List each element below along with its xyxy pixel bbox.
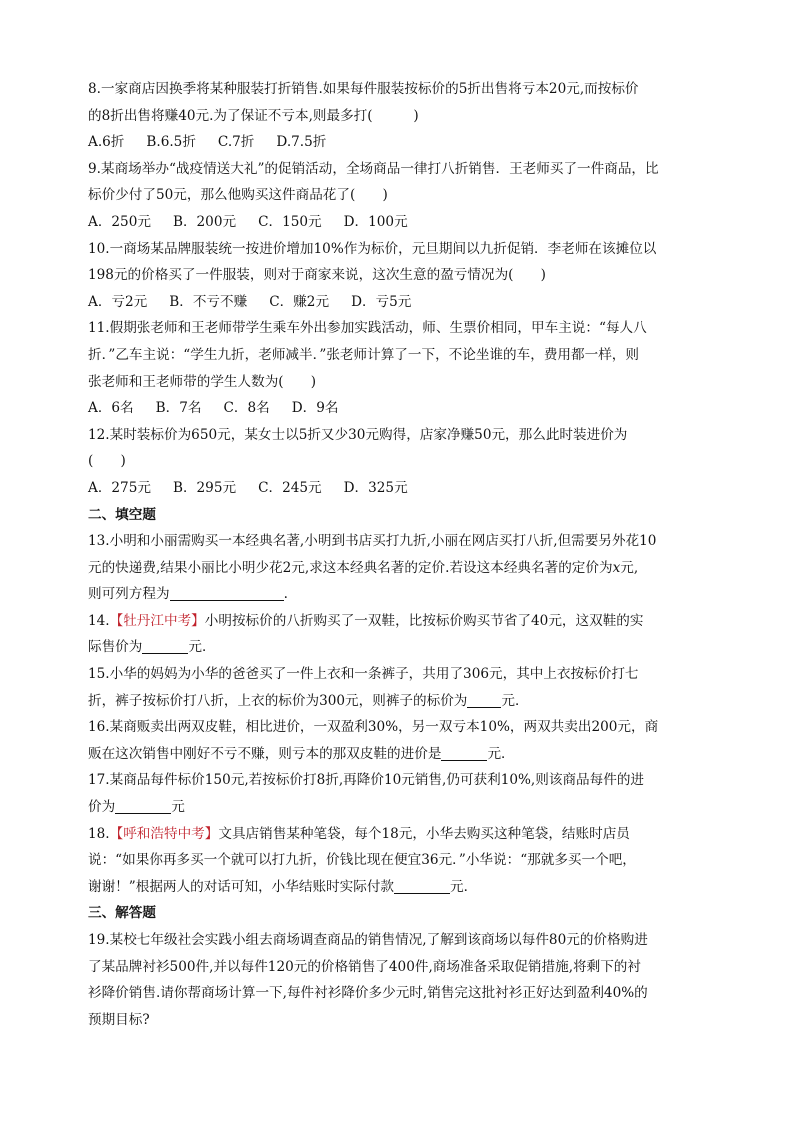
- question-line: [88, 608, 706, 635]
- question-text: 文具店销售某种笔袋，每个18元，小华去购买这种笔袋，结账时店员: [218, 825, 630, 842]
- question-line: ( ): [88, 453, 126, 470]
- option-a[interactable]: A．6名: [88, 400, 134, 417]
- question-17: [88, 767, 706, 820]
- option-c[interactable]: C．赚2元: [269, 293, 330, 310]
- section-title-fill-blank: 二、填空题: [88, 506, 156, 523]
- question-line: 17.某商品每件标价150元,若按标价打8折,再降价10元销售,仍可获利10%,则该商品每件的进: [88, 772, 645, 789]
- question-18: [88, 821, 706, 901]
- source-tag: 【呼和浩特中考】: [109, 825, 219, 842]
- question-number: 18.: [88, 825, 110, 842]
- option-a[interactable]: A.6折: [88, 134, 125, 151]
- question-19: [88, 927, 706, 1033]
- option-d[interactable]: D．9名: [291, 400, 339, 417]
- question-line: [88, 581, 706, 608]
- question-text: 则可列方程为: [88, 586, 170, 603]
- question-line: 衫降价销售.请你帮商场计算一下,每件衬衫降价多少元时,销售完这批衬衫正好达到盈利40%的: [88, 985, 648, 1002]
- question-8: [88, 76, 706, 156]
- question-line: 张老师和王老师带的学生人数为( ): [88, 373, 317, 390]
- answer-options: [88, 395, 706, 422]
- question-text: 际售价为: [88, 639, 143, 656]
- answer-options: [88, 129, 706, 156]
- question-9: [88, 156, 706, 236]
- option-b[interactable]: B．不亏不赚: [169, 293, 248, 310]
- question-number: 14.: [88, 612, 110, 629]
- option-d[interactable]: D．325元: [343, 479, 408, 496]
- question-text: .: [283, 586, 288, 603]
- question-line: 12.某时装标价为650元，某女士以5折又少30元购得，店家净赚50元，那么此时装进价为: [88, 426, 628, 443]
- answer-blank[interactable]: [394, 877, 450, 894]
- question-line: 预期目标?: [88, 1011, 150, 1028]
- answer-options: [88, 475, 706, 502]
- option-c[interactable]: C．245元: [258, 479, 322, 496]
- question-line: 13.小明和小丽需购买一本经典名著,小明到书店买打九折,小丽在网店买打八折,但需要另外花10: [88, 533, 657, 550]
- answer-options: [88, 289, 706, 316]
- option-c[interactable]: C．150元: [258, 213, 322, 230]
- question-text: 元的快递费,结果小丽比小明少花2元,求这本经典名著的定价.若设这本经典名著的定价为: [88, 559, 613, 576]
- answer-blank[interactable]: [115, 797, 171, 814]
- question-line: [88, 634, 706, 661]
- answer-blank[interactable]: [142, 637, 188, 654]
- question-11: [88, 315, 706, 421]
- option-d[interactable]: D．100元: [343, 213, 408, 230]
- option-b[interactable]: B．295元: [172, 479, 237, 496]
- question-line: 11.假期张老师和王老师带学生乘车外出参加实践活动，师、生票价相同，甲车主说：“每人八: [88, 320, 647, 337]
- option-b[interactable]: B.6.5折: [146, 134, 196, 151]
- question-text: 谢谢！”根据两人的对话可知，小华结账时实际付款: [88, 878, 395, 895]
- question-text: 元,: [620, 559, 639, 576]
- question-line: [88, 688, 706, 715]
- question-14: [88, 608, 706, 661]
- question-line: [88, 555, 706, 582]
- question-line: [88, 874, 706, 901]
- option-b[interactable]: B．200元: [172, 213, 237, 230]
- question-line: 折．”乙车主说：“学生九折，老师减半．”张老师计算了一下，不论坐谁的车，费用都一样，则: [88, 346, 639, 363]
- question-line: 15.小华的妈妈为小华的爸爸买了一件上衣和一条裤子，共用了306元，其中上衣按标价打七: [88, 666, 639, 683]
- answer-blank[interactable]: [170, 584, 284, 601]
- option-b[interactable]: B．7名: [155, 400, 202, 417]
- question-text: 元．: [501, 692, 529, 709]
- question-text: 元．: [487, 745, 515, 762]
- option-c[interactable]: C．8名: [223, 400, 270, 417]
- question-text: 价为: [88, 799, 116, 816]
- option-d[interactable]: D．亏5元: [351, 293, 412, 310]
- question-15: [88, 661, 706, 714]
- source-tag: 【牡丹江中考】: [109, 612, 205, 629]
- option-a[interactable]: A．275元: [88, 479, 151, 496]
- question-text: 小明按标价的八折购买了一双鞋，比按标价购买节省了40元，这双鞋的实: [204, 612, 644, 629]
- question-text: 元．: [188, 639, 216, 656]
- option-d[interactable]: D.7.5折: [276, 134, 327, 151]
- question-line: [88, 794, 706, 821]
- question-16: [88, 714, 706, 767]
- question-line: 标价少付了50元，那么他购买这件商品花了( ): [88, 187, 388, 204]
- option-c[interactable]: C.7折: [217, 134, 255, 151]
- answer-blank[interactable]: [467, 691, 501, 708]
- section-title-solve: 三、解答题: [88, 905, 156, 922]
- choice-questions: [88, 76, 706, 502]
- question-line: [88, 741, 706, 768]
- question-line: 198元的价格买了一件服装，则对于商家来说，这次生意的盈亏情况为( ): [88, 267, 546, 284]
- question-text: 折，裤子按标价打八折，上衣的标价为300元，则裤子的标价为: [88, 692, 468, 709]
- question-line: 19.某校七年级社会实践小组去商场调查商品的销售情况,了解到该商场以每件80元的价格购进: [88, 932, 648, 948]
- question-line: 的8折出售将赚40元.为了保证不亏本,则最多打( ): [88, 107, 419, 124]
- option-a[interactable]: A．亏2元: [88, 293, 148, 310]
- question-text: 贩在这次销售中刚好不亏不赚，则亏本的那双皮鞋的进价是: [88, 745, 442, 762]
- option-a[interactable]: A．250元: [88, 213, 151, 230]
- question-line: 8.一家商店因换季将某种服装打折销售.如果每件服装按标价的5折出售将亏本20元,而按标价: [88, 81, 639, 97]
- question-10: [88, 236, 706, 316]
- question-line: 9.某商场举办“战疫情送大礼”的促销活动，全场商品一律打八折销售．王老师买了一件商品，比: [88, 160, 659, 177]
- question-line: 说：“如果你再多买一个就可以打九折，价钱比现在便宜36元．”小华说：“那就多买一个吧，: [88, 852, 636, 869]
- question-line: [88, 821, 706, 848]
- question-line: 了某品牌衬衫500件,并以每件120元的价格销售了400件,商场准备采取促销措施,将剩下的衬: [88, 958, 641, 975]
- question-13: [88, 528, 706, 608]
- question-line: 10.一商场某品牌服装统一按进价增加10%作为标价，元旦期间以九折促销．李老师在该摊位以: [88, 240, 657, 257]
- question-text: 元．: [450, 878, 478, 895]
- variable-x: x: [612, 559, 621, 576]
- question-12: [88, 422, 706, 502]
- answer-options: [88, 209, 706, 236]
- question-line: 16.某商贩卖出两双皮鞋，相比进价，一双盈利30%，另一双亏本10%，两双共卖出200元，商: [88, 719, 659, 736]
- question-text: 元: [171, 799, 185, 816]
- answer-blank[interactable]: [441, 744, 487, 761]
